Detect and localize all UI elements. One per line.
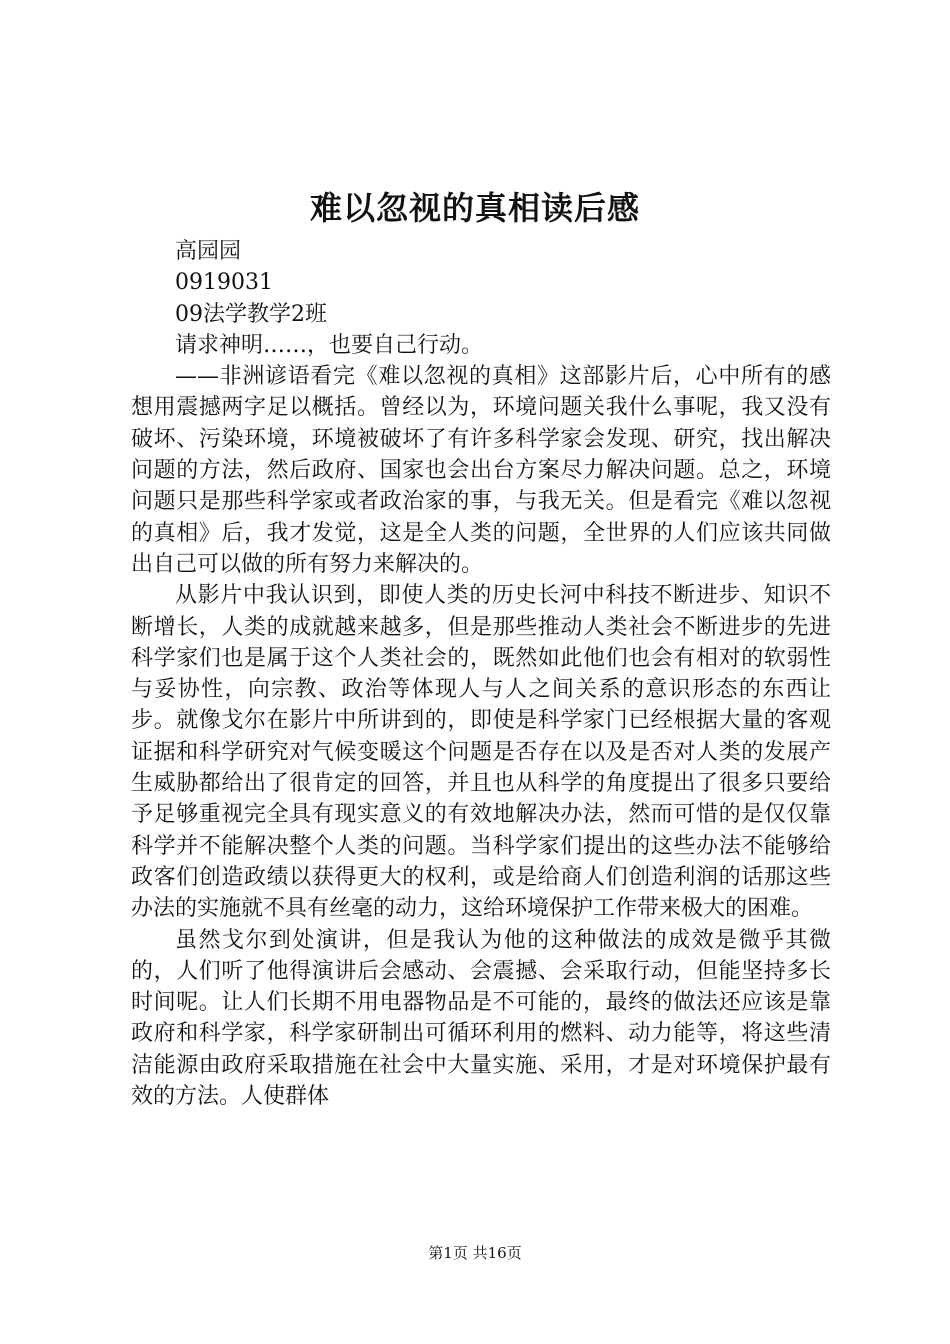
document-title: 难以忽视的真相读后感 bbox=[309, 189, 640, 227]
epigraph: 请求神明……，也要自己行动。 bbox=[175, 332, 484, 358]
page-footer: 第1页 共16页 bbox=[428, 1244, 522, 1262]
paragraph: ——非洲谚语看完《难以忽视的真相》这部影片后，心中所有的感想用震撼两字足以概括。曾经以为，环境问题关我什么事呢，我又没有破坏、污染环境，环境被破坏了有许多科学家会发现、研究，找出解决问题的方法，然后政府、国家也会出台方案尽力解决问题。总之，环境问题只是那些科学家或者政治家的事，与我无关。但是看完《难以忽视的真相》后，我才发觉，这是全人类的问题，全世界的人们应该共同做出自己可以做的所有努力来解决的。 bbox=[131, 364, 831, 577]
paragraph: 从影片中我认识到，即使人类的历史长河中科技不断进步、知识不断增长，人类的成就越来越多，但是那些推动人类社会不断进步的先进科学家们也是属于这个人类社会的，既然如此他们也会有相对的软弱性与妥协性，向宗教、政治等体现人与人之间关系的意识形态的东西让步。就像戈尔在影片中所讲到的，即使是科学家门已经根据大量的客观证据和科学研究对气候变暖这个问题是否存在以及是否对人类的发展产生威胁都给出了很肯定的回答，并且也从科学的角度提出了很多只要给予足够重视完全具有现实意义的有效地解决办法，然而可惜的是仅仅靠科学并不能解决整个人类的问题。当科学家们提出的这些办法不能够给政客们创造政绩以获得更大的权利，或是给商人们创造利润的话那这些办法的实施就不具有丝毫的动力，这给环境保护工作带来极大的困难。 bbox=[131, 583, 831, 922]
author-line: 高园园 bbox=[175, 239, 242, 264]
paragraph: 虽然戈尔到处演讲，但是我认为他的这种做法的成效是微乎其微的，人们听了他得演讲后会感动、会震撼、会采取行动，但能坚持多长时间呢。让人们长期不用电器物品是不可能的，最终的做法还应该是靠政府和科学家，科学家研制出可循环利用的燃料、动力能等，将这些清洁能源由政府采取措施在社会中大量实施、采用，才是对环境保护最有效的方法。人使群体 bbox=[131, 927, 831, 1110]
student-id-line: 0919031 bbox=[175, 270, 273, 296]
document-body bbox=[131, 236, 831, 1112]
class-line: 09法学教学2班 bbox=[175, 301, 327, 327]
